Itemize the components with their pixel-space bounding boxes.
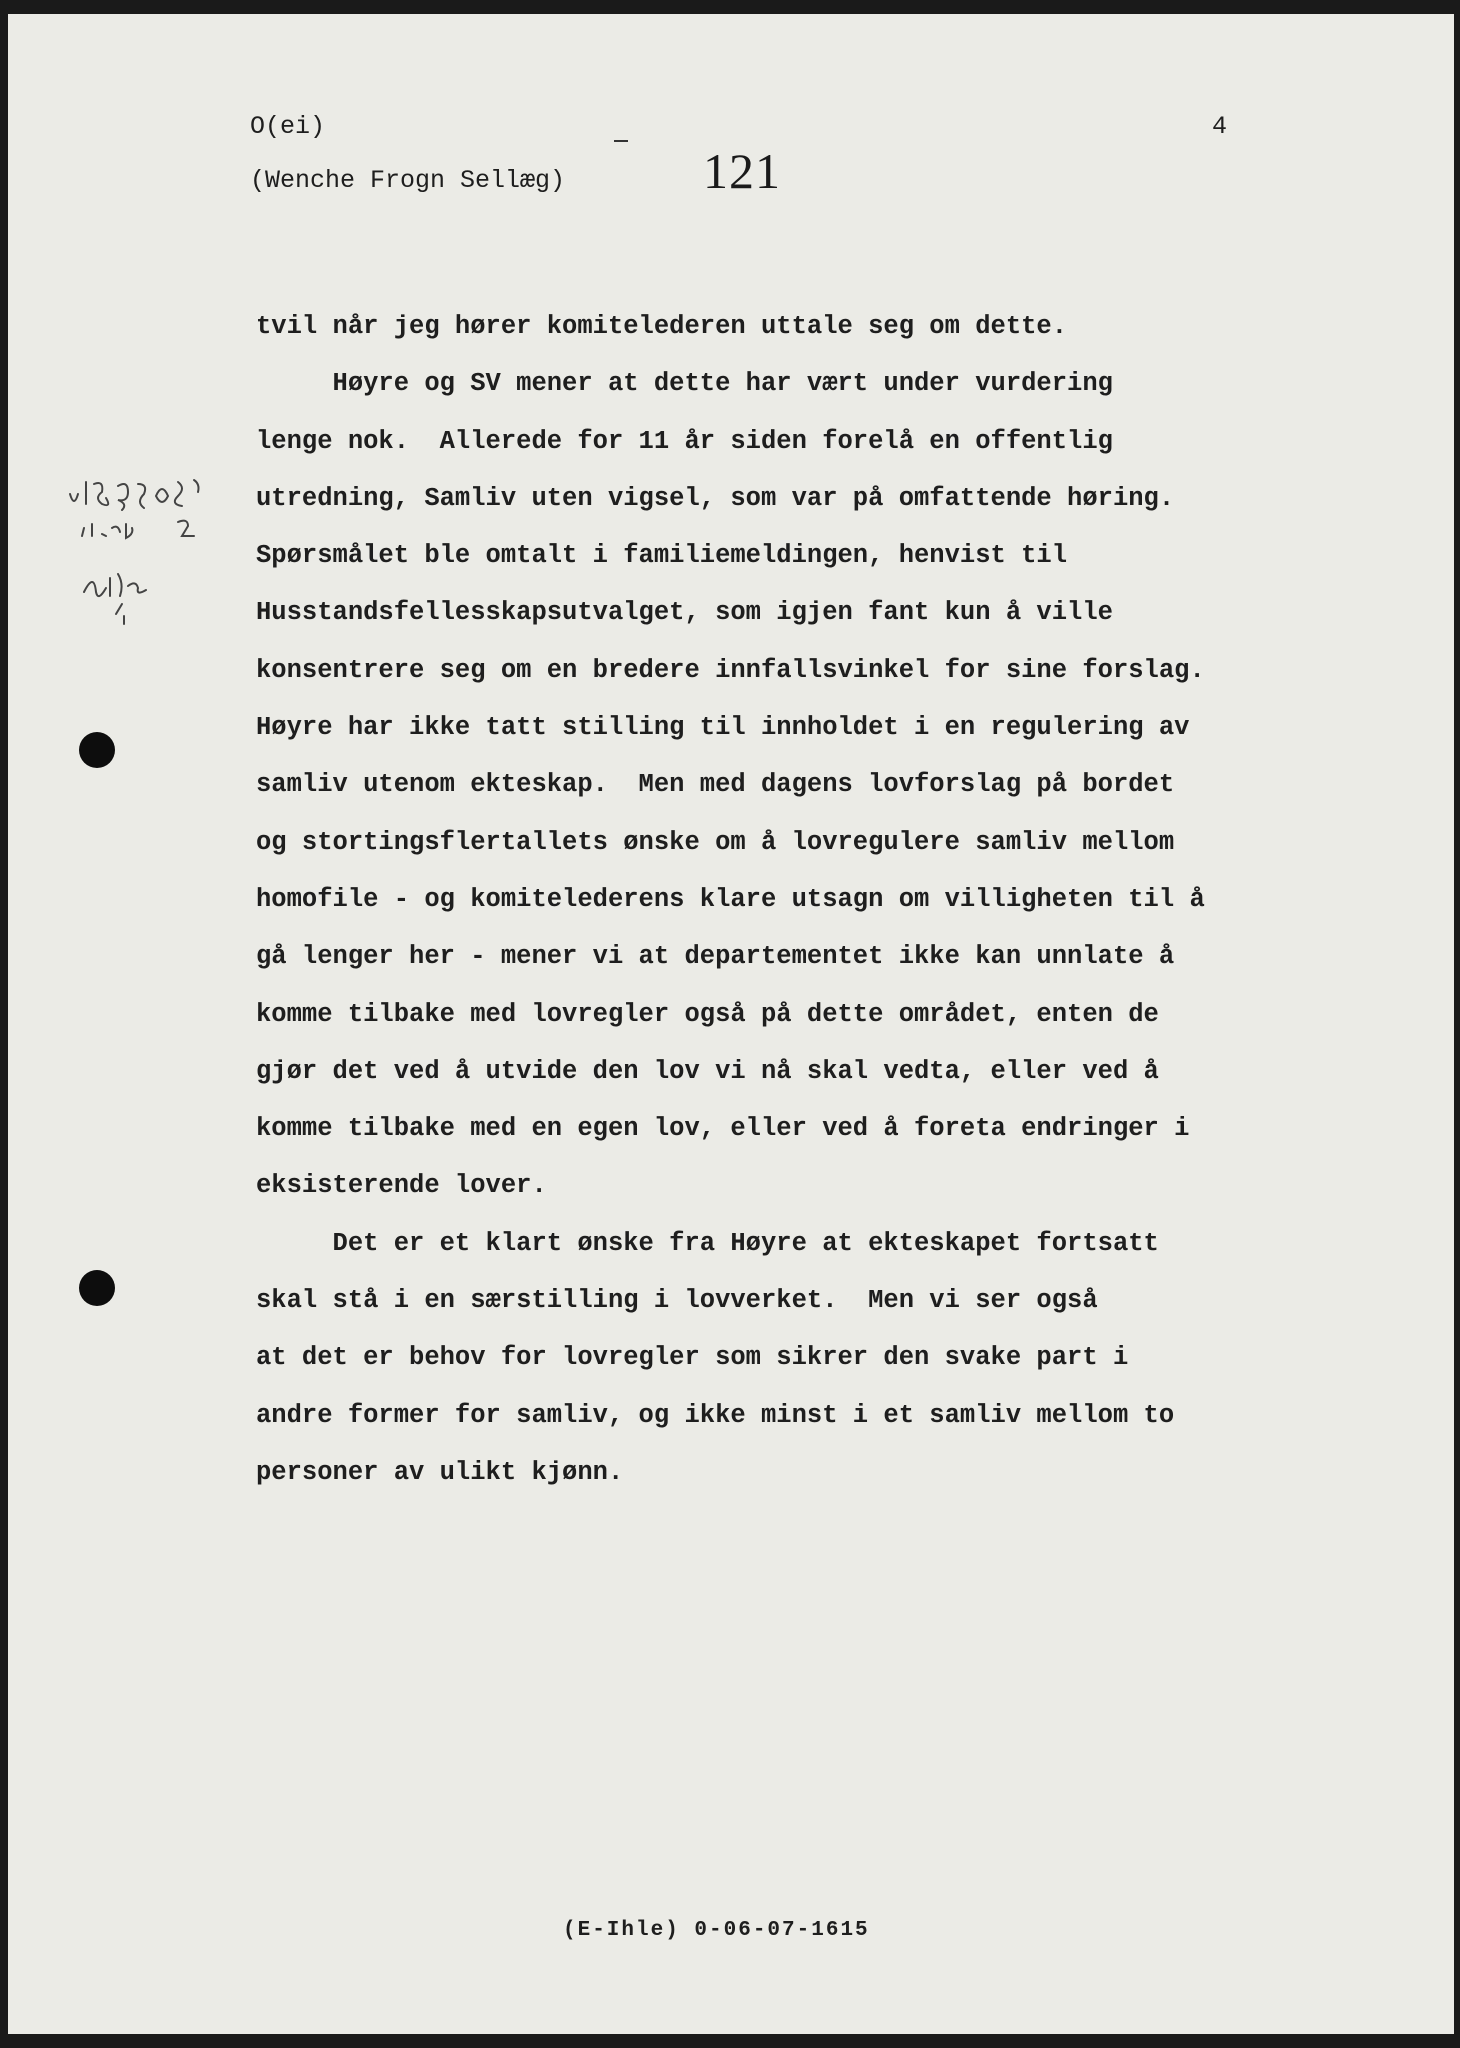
body-line: at det er behov for lovregler som sikrer den svake part i	[256, 1343, 1129, 1373]
body-line: Spørsmålet ble omtalt i familiemeldingen, henvist til	[256, 541, 1068, 571]
body-line: lenge nok. Allerede for 11 år siden forelå en offentlig	[256, 426, 1113, 456]
punch-hole-lower	[79, 1270, 115, 1306]
body-line: samliv utenom ekteskap. Men med dagens lovforslag på bordet	[256, 770, 1175, 800]
body-line: skal stå i en særstilling i lovverket. Men vi ser også	[256, 1286, 1098, 1316]
footer-code: (E-Ihle) 0-06-07-1615	[563, 1919, 870, 1942]
header-speaker: (Wenche Frogn Sellæg)	[250, 166, 566, 195]
header-code: O(ei)	[250, 112, 326, 141]
body-line: Høyre har ikke tatt stilling til innholdet i en regulering av	[256, 713, 1190, 743]
body-line: homofile - og komitelederens klare utsagn om villigheten til å	[256, 884, 1205, 914]
body-line: andre former for samliv, og ikke minst i et samliv mellom to	[256, 1400, 1175, 1430]
body-line: gjør det ved å utvide den lov vi nå skal vedta, eller ved å	[256, 1056, 1159, 1086]
header-dash	[614, 140, 628, 142]
body-line: Høyre og SV mener at dette har vært under vurdering	[256, 369, 1113, 399]
body-line: komme tilbake med lovregler også på dette området, enten de	[256, 999, 1159, 1029]
body-line: konsentrere seg om en bredere innfallsvinkel for sine forslag.	[256, 655, 1205, 685]
punch-hole-upper	[79, 732, 115, 768]
handwritten-margin-note-icon	[60, 474, 240, 654]
body-line: eksisterende lover.	[256, 1171, 547, 1201]
body-line: personer av ulikt kjønn.	[256, 1457, 624, 1487]
page-number: 4	[1212, 112, 1228, 141]
body-line: utredning, Samliv uten vigsel, som var på omfattende høring.	[256, 483, 1175, 513]
body-text	[256, 298, 1436, 1501]
body-line: gå lenger her - mener vi at departementet ikke kan unnlate å	[256, 942, 1175, 972]
body-line: komme tilbake med en egen lov, eller ved å foreta endringer i	[256, 1114, 1190, 1144]
document-page	[8, 14, 1454, 2034]
body-line: og stortingsflertallets ønske om å lovregulere samliv mellom	[256, 827, 1175, 857]
body-line: tvil når jeg hører komitelederen uttale seg om dette.	[256, 312, 1068, 341]
body-line: Det er et klart ønske fra Høyre at ekteskapet fortsatt	[256, 1228, 1159, 1258]
stamp-number: 121	[703, 143, 781, 199]
body-line: Husstandsfellesskapsutvalget, som igjen fant kun å ville	[256, 598, 1113, 628]
